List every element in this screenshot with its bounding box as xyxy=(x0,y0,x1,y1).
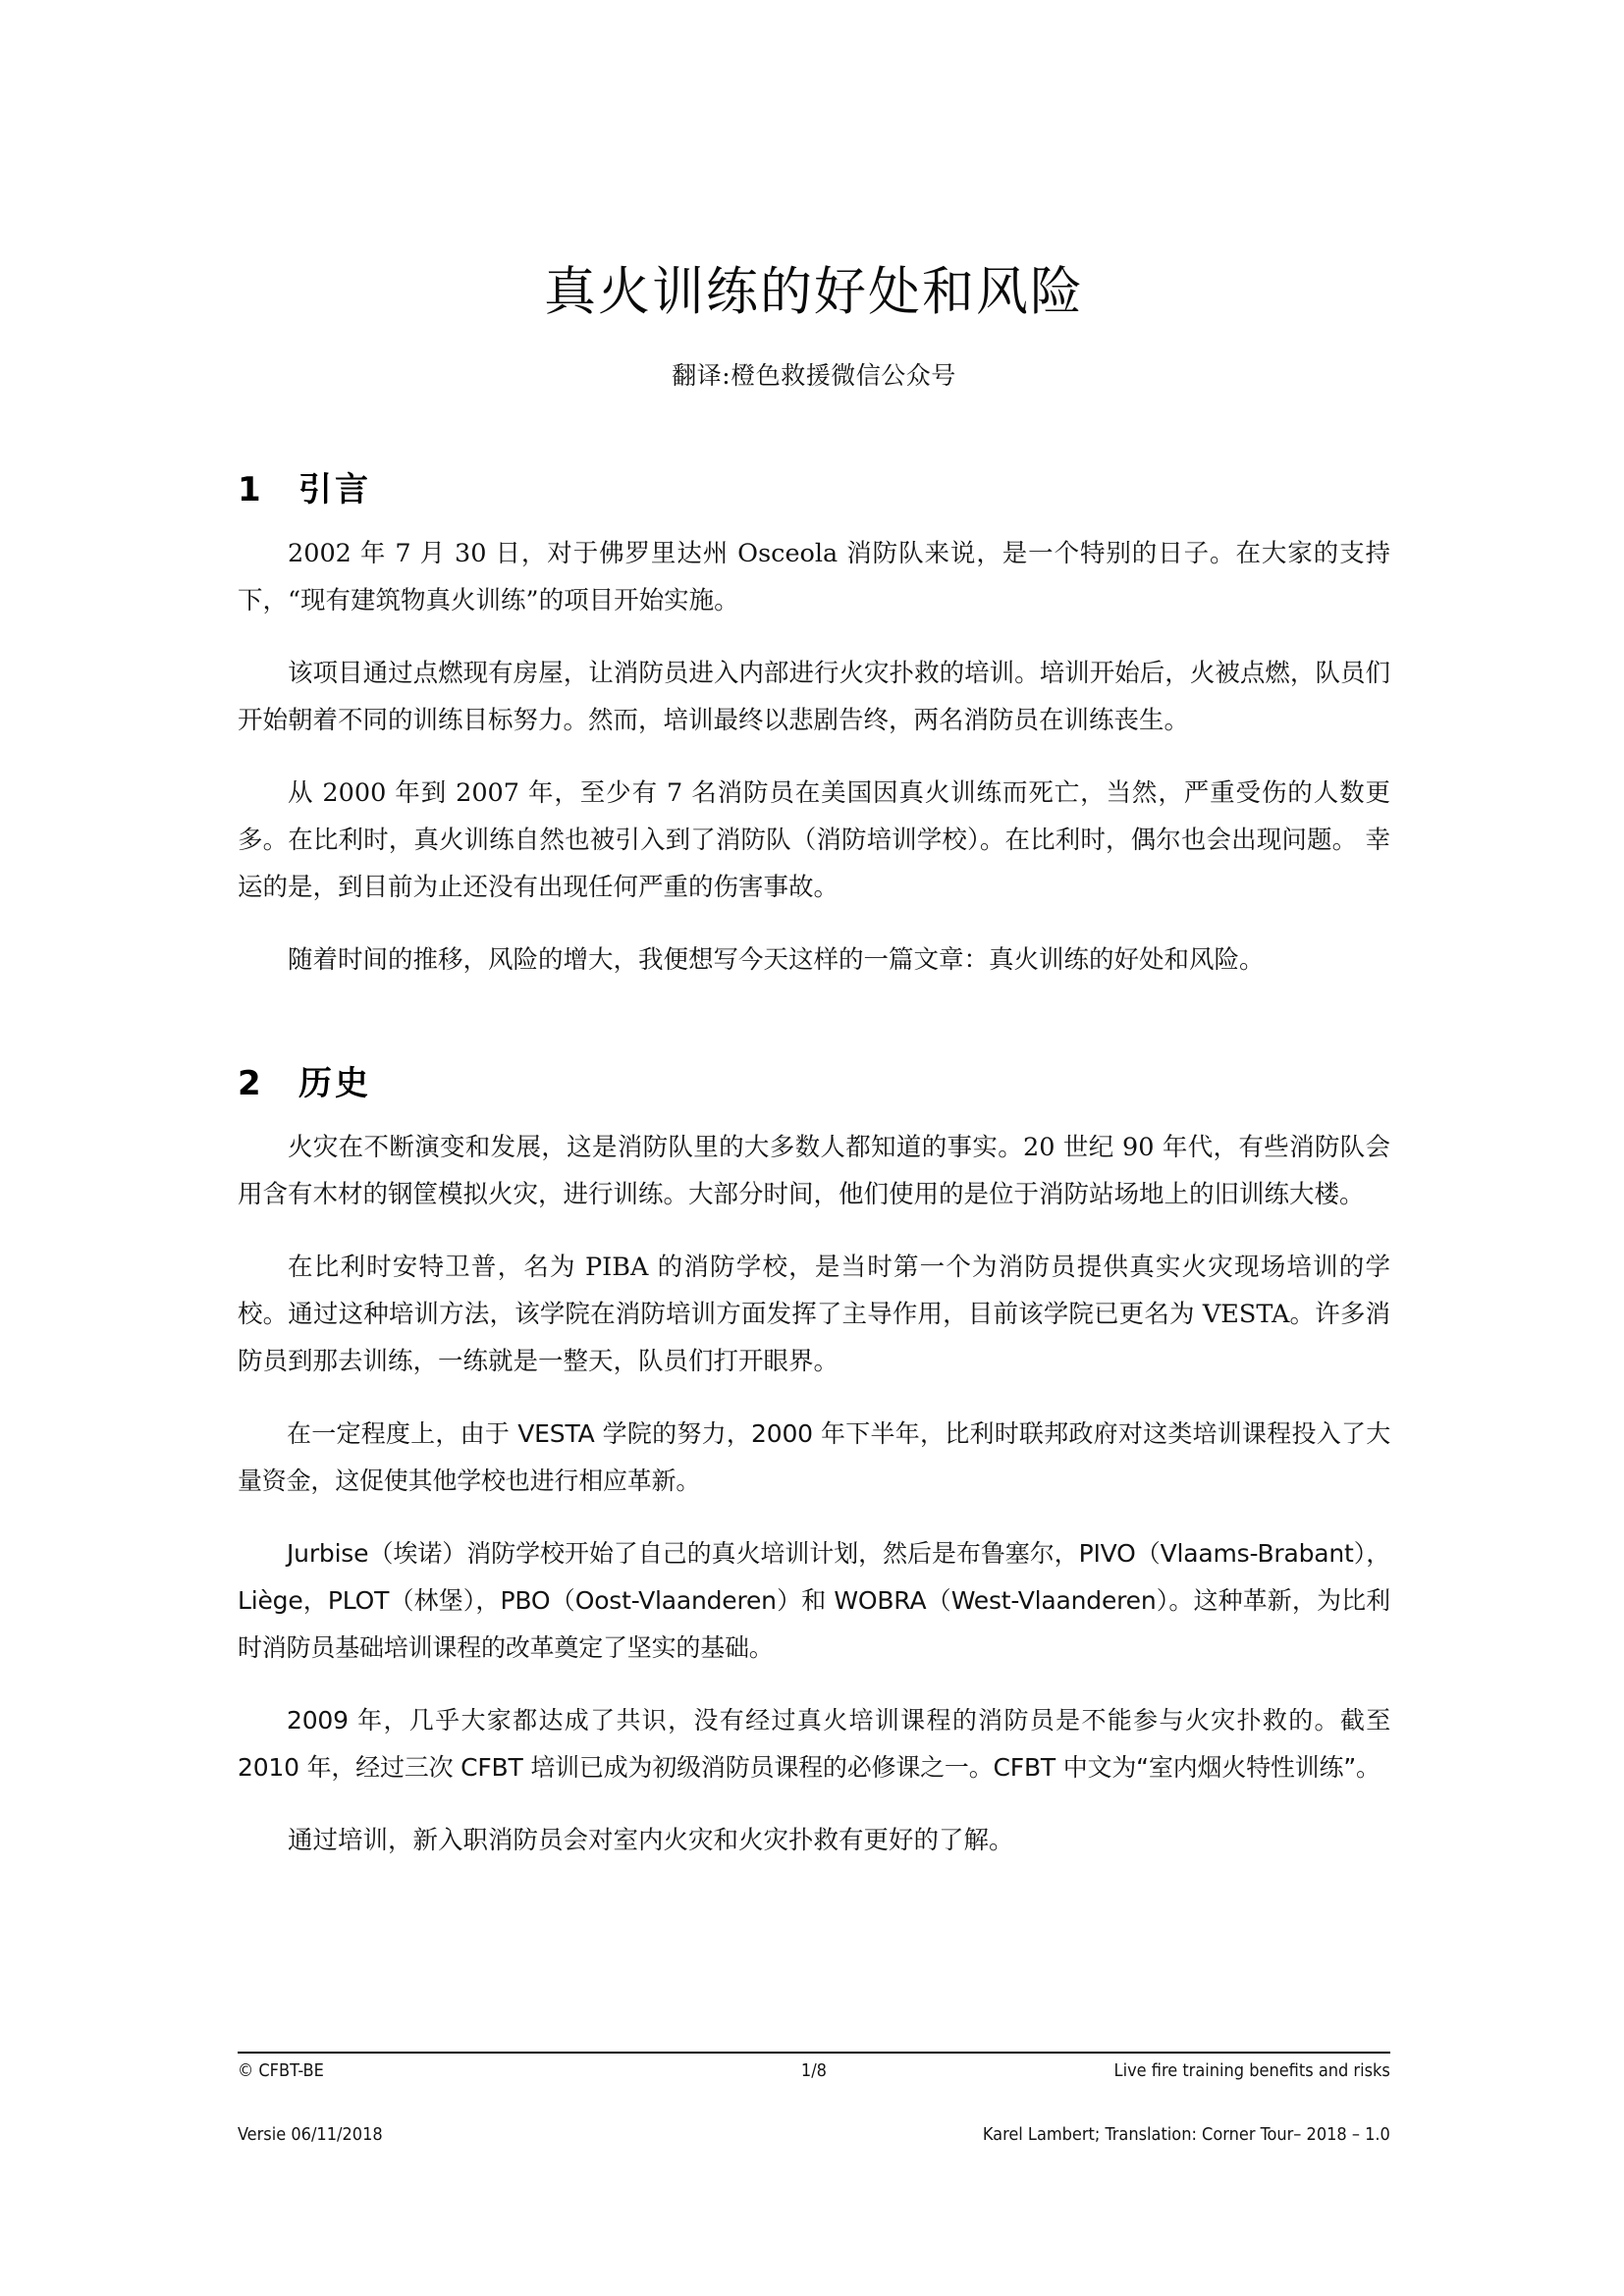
section-number-1: 1 xyxy=(238,469,261,509)
paragraph: 在一定程度上，由于 VESTA 学院的努力，2000 年下半年，比利时联邦政府对这类培训课程投入了大量资金，这促使其他学校也进行相应革新。 xyxy=(238,1418,1390,1495)
paragraph: 2009 年，几乎大家都达成了共识，没有经过真火培训课程的消防员是不能参与火灾扑救的。截至 2010 年，经过三次 CFBT 培训已成为初级消防员课程的必修课之一。CFBT 中文为“室内烟火特性训练”。 xyxy=(238,1705,1390,1782)
paragraph: 在比利时安特卫普，名为 PIBA 的消防学校，是当时第一个为消防员提供真实火灾现场培训的学校。通过这种培训方法，该学院在消防培训方面发挥了主导作用，目前该学院已更名为 VESTA。许多消防员到那去训练，一练就是一整天，队员们打开眼界。 xyxy=(238,1252,1390,1376)
section-title-1: 引言 xyxy=(298,469,371,509)
footer-row-primary xyxy=(238,2060,1390,2081)
footer-divider xyxy=(238,2052,1390,2054)
translator-credit: 翻译:橙色救援微信公众号 xyxy=(672,360,956,390)
footer-row-secondary xyxy=(238,2124,1390,2145)
footer-page-number: 1/8 xyxy=(800,2060,827,2081)
section-number-2: 2 xyxy=(238,1063,261,1103)
footer-running-title: Live fire training benefits and risks xyxy=(1113,2060,1390,2081)
footer-copyright: © CFBT-BE xyxy=(238,2060,324,2081)
paragraph: 从 2000 年到 2007 年，至少有 7 名消防员在美国因真火训练而死亡，当然，严重受伤的人数更多。在比利时，真火训练自然也被引入到了消防队（消防培训学校）。在比利时，偶尔也会出现问题。 幸运的是，到目前为止还没有出现任何严重的伤害事故。 xyxy=(238,777,1390,902)
paragraph: 通过培训，新入职消防员会对室内火灾和火灾扑救有更好的了解。 xyxy=(288,1825,1014,1855)
page-title: 真火训练的好处和风险 xyxy=(544,262,1084,322)
paragraph: 随着时间的推移，风险的增大，我便想写今天这样的一篇文章：真火训练的好处和风险。 xyxy=(288,944,1265,975)
paragraph: 该项目通过点燃现有房屋，让消防员进入内部进行火灾扑救的培训。培训开始后，火被点燃，队员们开始朝着不同的训练目标努力。然而，培训最终以悲剧告终，两名消防员在训练丧生。 xyxy=(238,658,1390,735)
page-footer xyxy=(238,2052,1390,2145)
paragraph: Jurbise（埃诺）消防学校开始了自己的真火培训计划，然后是布鲁塞尔，PIVO（Vlaams-Brabant），Liège，PLOT（林堡），PBO（Oost-Vlaanderen）和 WOBRA（West-Vlaanderen）。这种革新，为比利时消防员基础培训课程的改革奠定了坚实的基础。 xyxy=(238,1538,1390,1662)
section-heading-2 xyxy=(238,1056,1390,1104)
section-heading-1 xyxy=(238,462,1390,510)
section-title-2: 历史 xyxy=(298,1063,371,1103)
footer-version: Versie 06/11/2018 xyxy=(238,2124,383,2145)
paragraph: 2002 年 7 月 30 日，对于佛罗里达州 Osceola 消防队来说，是一个特别的日子。在大家的支持下，“现有建筑物真火训练”的项目开始实施。 xyxy=(238,538,1390,615)
document-body xyxy=(238,0,1390,1864)
paragraph: 火灾在不断演变和发展，这是消防队里的大多数人都知道的事实。20 世纪 90 年代，有些消防队会用含有木材的钢筐模拟火灾，进行训练。大部分时间，他们使用的是位于消防站场地上的旧训练大楼。 xyxy=(238,1132,1390,1209)
footer-author-credit: Karel Lambert; Translation: Corner Tour– 2018 – 1.0 xyxy=(982,2124,1390,2145)
